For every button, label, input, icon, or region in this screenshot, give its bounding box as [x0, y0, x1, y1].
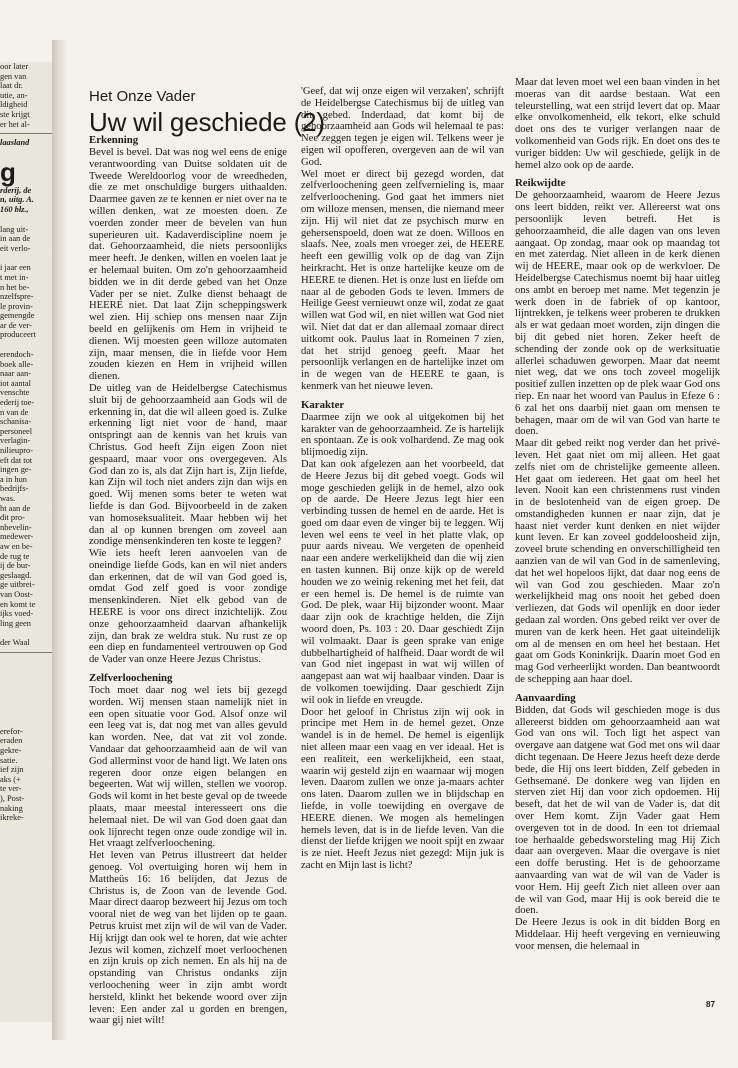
facing-text-line: ldigheid — [0, 100, 28, 110]
section-heading: Erkenning — [89, 134, 139, 146]
facing-text-line: bedrijfs- — [0, 484, 29, 494]
facing-text-line: venschte — [0, 388, 30, 398]
article-title: Uw wil geschiede (2) — [89, 107, 325, 137]
facing-text-line: satie. — [0, 755, 18, 765]
facing-text-line: nilieupro- — [0, 446, 34, 455]
facing-text-line: ingen ge- — [0, 465, 32, 475]
facing-text-line: n het be- — [0, 282, 30, 292]
article-column-1 — [89, 134, 287, 1027]
facing-text-block — [0, 62, 52, 129]
facing-book-info — [0, 186, 52, 215]
facing-text-line: a in hun — [0, 474, 27, 484]
facing-text-line: ij de bur- — [0, 561, 31, 571]
facing-text-line: en komt te — [0, 599, 36, 609]
facing-text-line: eit verlo- — [0, 243, 31, 253]
article-column-3 — [515, 77, 720, 953]
facing-text-line: n, uitg. A. — [0, 195, 34, 205]
article-column-2 — [301, 86, 504, 872]
facing-text-line: naar aan- — [0, 369, 31, 379]
page-gutter — [52, 40, 68, 1040]
facing-text-line: iot aantal — [0, 378, 31, 388]
facing-text-line: aks (+ — [0, 774, 21, 784]
paragraph: Door het geloof in Christus zijn wij ook in principe met Hem in de hemel gezet. Onze wandel is in de hemel. De hemel is eigenlijk niet alleen maar een vaag en ver ideaal. Het is een realiteit, een werkelijkheid, een staat, waarin wij gesteld zijn en waarnaar wij mogen leven. Daarom zullen we onze ja-maars achter ons laten. Daarom zullen we in blijdschap en liefde, in volle toewijding en overgave de HEERE dienen. We mogen als hemelingen hemels leven, dat is in de liefde leven. Van die dienst der liefde krijgen we nooit spijt en zwaar is ze niet. Heeft Jezus niet gezegd: Mijn juk is zacht en Mijn last is licht? — [301, 706, 504, 871]
facing-text-line: was. — [0, 493, 16, 503]
facing-text-line: geslaagd. — [0, 570, 32, 580]
facing-text-line: nzelfspre- — [0, 292, 34, 302]
facing-text-line: eft dat tot — [0, 455, 33, 465]
facing-text-line: ht aan de — [0, 503, 31, 513]
paragraph: Het leven van Petrus illustreert dat helder genoeg. Vol overtuiging horen wij hem in Mattheüs 16: 16 belijden, dat Jezus de Christus is, de Zoon van de levende God. Maar direct daarop bezweert hij Jezus om toch vooral niet de weg van het lijden op te gaan. Petrus kruist met zijn wil de wil van de Vader. Hij krijgt dan ook wel te horen, dat wie achter Jezus wil komen, zichzelf moet verloochenen en zijn kruis op zich nemen. En als hij na de opstanding van Christus ondanks zijn verloochening weer in zijn ambt wordt hersteld, klinkt het bekende woord over zijn leven: Een ander zal u gorden en brengen, waar gij niet wilt! — [89, 850, 287, 1027]
facing-text-line: in aan de — [0, 234, 31, 244]
paragraph: 'Geef, dat wij onze eigen wil verzaken', schrijft de Heidelbergse Catechismus bij de uitleg van dit gebed. Inderdaad, dat komt bij de gehoorzaamheid aan Gods wil helemaal te pas: Nee zeggen tegen je eigen wil. Telkens weer je eigen wil opofferen, overgeven aan de wil van God. — [301, 86, 504, 168]
facing-text-line: erendoch- — [0, 350, 34, 360]
facing-text-line: dit pro- — [0, 513, 25, 523]
paragraph: Maar dat leven moet wel een baan vinden in het moeras van dit aardse bestaan. Wat een teleurstelling, wat een strijd levert dat op. Maar elke onvolkomenheid, elk tekort, elke schuld doet ons des te vuriger verlangen naar de volkomenheid van Gods rijk. En doet ons des te vuriger bidden: Uw wil geschiede, gelijk in de hemel alzo ook op de aarde. — [515, 77, 720, 171]
facing-text-line: laat dr. — [0, 81, 23, 91]
facing-text-line: erefor- — [0, 726, 23, 736]
facing-large-glyph: g — [0, 156, 16, 187]
facing-text-line: te ver- — [0, 784, 22, 794]
divider — [0, 133, 52, 134]
facing-text-line: verlagin- — [0, 436, 31, 446]
facing-text-line: produceert — [0, 330, 36, 340]
paragraph: Dat kan ook afgelezen aan het voorbeeld, dat de Heere Jezus bij dit gebed voegt. Gods wil moge geschieden gelijk in de hemel, alzo ook op de aarde. De Heere Jezus legt hier een verbinding tussen de hemel en de aarde. Het is goed om daar even de vinger bij te leggen. Wij leven wel eens te veel in het platte vlak, op puur aards niveau. We vergeten de openheid naar een andere werkelijkheid dan die wij zien en tasten kunnen. Bij onze kijk op de wereld houden we zo weinig rekening met het feit, dat er een hemel is. De hemel is de ruimte van God. De plek, waar Hij bijzonder woont. Maar daar zijn ook de krachtige helden, die Zijn woord doen, Ps. 103 : 20. Daar geschiedt Zijn wil volmaakt. Daar is geen sprake van enige dubbelhartigheid of halfheid. Daar wordt de wil van God niet ingepast in wat wij willen of aangepast aan wat wij haalbaar vinden. Daar is de volkomen toewijding. Daar geschiedt Zijn wil ook in liefde en vreugde. — [301, 458, 504, 706]
section-heading: Aanvaarding — [515, 691, 576, 704]
facing-text-line: ge uitbrei- — [0, 580, 35, 590]
facing-text-line: personeel — [0, 426, 33, 436]
facing-caption: laasland — [0, 138, 30, 148]
facing-text-line: t met in- — [0, 272, 29, 282]
paragraph: Wel moet er direct bij gezegd worden, dat zelfverloochening geen zelfvernieling is, maar zelfverloochening. God gaat het immers niet om willoze mensen, mensen, die niemand meer zijn. Hij wil niet dat ze psychisch murw en gehersenspoeld, doen wat ze doen. Willoos en slaafs. Nee, zoals men vroeger zei, de HEERE heeft een gewillig volk op de dag van Zijn heirkracht. Het is onze hartelijke keuze om de HEERE te dienen. Het is onze lust en liefde om naar al de geboden Gods te leven. Immers de Heilige Geest vernieuwt onze wil, zodat ze gaat willen wat God wil, en niet willen wat God niet wil. Niet dat dat er dan allemaal zomaar direct uitkomt ook. Paulus laat in Romeinen 7 zien, dat het strijd genoeg geeft. Maar het persoonlijk verlangen en de hartelijke inzet om in de wegen van de HEERE te gaan, is kenmerk van het nieuwe leven. — [301, 168, 504, 392]
facing-text-line: le provin- — [0, 301, 33, 311]
paragraph: Bevel is bevel. Dat was nog wel eens de enige verantwoording van Duitse soldaten uit de Tweede Wereldoorlog voor de wreedheden, die ze met onschuldige burgers uithaalden. Daarmee gaven ze te kennen er niet over na te willen denken, wat ze moesten doen. Ze voerden zonder meer de bevelen van hun superieuren uit. Kadaverdiscipline noem je dat. Gehoorzaamheid, die niets persoonlijks meer heeft. Je denken, willen en voelen laat je er helemaal buiten. Om zo'n gehoorzaamheid bidden we in dit derde gebed van het Onze Vader per se niet. Zulke dienst behaagt de HEERE niet. Dat laat Zijn scheppingswerk wel zien. Hij schiep ons mensen naar Zijn beeld en gelijkenis om Hem in vrijheid te dienen. Wij moesten geen willoze automaten zijn, maar mensen, die in liefde voor Hem zouden kiezen en Hem in vrijheid willen dienen. — [89, 147, 287, 383]
facing-text-line: n van de — [0, 407, 29, 417]
facing-text-line: aw en be- — [0, 541, 33, 551]
paragraph: De uitleg van de Heidelbergse Catechismus sluit bij de gehoorzaamheid aan Gods wil de erkenning in, dat die wil alleen goed is. Zulke erkenning ligt niet voor de hand, maar ontspringt aan de kennis van het kruis van Christus. God heeft Zijn eigen Zoon niet gespaard, maar voor ons overgegeven. Als God dan zo is, als dat Zijn hart is, Zijn liefde, kan Zijn wil toch niet anders zijn dan wijs en goed. Wij menen soms beter te weten wat liefde is dan God. Bijvoorbeeld in de zaken van homoseksualiteit. Maar hebben wij het dan al op kunnen brengen om zoveel aan zondige mensenkinderen ten koste te leggen? — [89, 382, 287, 548]
facing-text-line: utie, an- — [0, 90, 28, 100]
facing-text-line: lang uit- — [0, 224, 29, 234]
facing-text-line: naking — [0, 803, 23, 813]
facing-text-line: ling geen — [0, 618, 31, 628]
paragraph: Maar dit gebed reikt nog verder dan het privé-leven. Het gaat niet om mij alleen. Het gaat zelfs niet om de christelijke gemeente alleen. Het gaat om iedereen. Het gaat om heel het leven. Nooit kan een christenmens rust vinden in de beslotenheid van de eigen groep. De omstandigheden kunnen er naar zijn, dat je haast niet verder kunt denken en niet wijder kunt leven. Er kan zoveel goddeloosheid zijn, zoveel brute schending en onverschilligheid ten aanzien van de wil van God in de samenleving, dat het wel hopeloos lijkt, dat daar nog eens de wil van God zou geschieden. Maar zo'n werkelijkheid mag ons nooit het gebed doen verliezen, dat Gods wil openlijk en door ieder gedaan zal worden. Ons gebed reikt ver over de muren van de kerk heen. Het gaat uiteindelijk om al de mensen en om heel het bestaan. Het gaat om Gods Koninkrijk. Daarin moet God en mag God verheerlijkt worden. Dan beantwoordt de schepping aan haar doel. — [515, 438, 720, 686]
facing-text-line: gekre- — [0, 746, 22, 756]
paragraph: De Heere Jezus is ook in dit bidden Borg en Middelaar. Hij heeft vergeving en vernieuwing voor mensen, die helemaal in — [515, 917, 720, 952]
facing-text-line: ikreke- — [0, 813, 24, 823]
facing-text-line: oor later — [0, 62, 29, 71]
paragraph: Bidden, dat Gods wil geschieden moge is dus allereerst bidden om gehoorzaamheid aan wat God van ons wil. Toch ligt het aspect van overgave aan datgene wat God met ons wil daar dicht tegenaan. De Heere Jezus heeft deze derde bede, die Hij ons leert bidden, Zelf gebeden in Gethsemané. De donkere weg van lijden en sterven ziet Hij dan voor zich opdoemen. Hij beseft, dat het de wil van de Vader is, dat dit over Hem komt. Zijn Vader gaat Hem overgeven tot in de dood. In een tot driemaal toe herhaalde gebedsworsteling mag Hij Zich daar aan overgeven. Maar die overgave is niet een doffe berusting. Het is de gehoorzame aanvaarding van wat de wil van de Vader is voor Hem. Hij geeft Zich niet alleen over aan de wil van God, maar Hij is ook bereid die te doen. — [515, 704, 720, 917]
facing-text-line: nbevelin- — [0, 522, 32, 532]
facing-text-line: ar de ver- — [0, 320, 32, 330]
facing-caption: der Waal — [0, 638, 30, 648]
facing-text-line: de rug te — [0, 551, 30, 561]
facing-text-line: gen van — [0, 71, 27, 81]
facing-text-line: 160 blz., — [0, 204, 29, 214]
facing-text-block — [0, 727, 52, 823]
facing-text-line: boek alle- — [0, 359, 34, 369]
facing-page-strip — [0, 62, 52, 1022]
facing-text-block — [0, 350, 52, 628]
facing-text-line: medewer- — [0, 532, 34, 542]
divider — [0, 652, 52, 653]
facing-text-line: ijks voed- — [0, 609, 34, 619]
facing-text-line: eraden — [0, 736, 23, 746]
facing-text-block — [0, 263, 52, 340]
facing-text-line: schanisa- — [0, 417, 32, 427]
facing-text-line: rderij, de — [0, 185, 32, 195]
article-header — [89, 88, 325, 137]
paragraph: De gehoorzaamheid, waarom de Heere Jezus ons leert bidden, reikt ver. Allereerst wat ons persoonlijk leven betreft. Het is gehoorzaamheid, die alle dagen van ons leven aangaat. Op zondag, maar ook op maandag tot en met zaterdag. Niet alleen in de kerk dienen wij de HEERE, maar ook op de werkvloer. De Heidelbergse Catechismus noemt bij haar uitleg ons ambt en beroep met name. Met tegenzin je werk doen in de fabriek of op kantoor, lijntrekken, je telkens weer proberen te drukken als er wat gedaan moet worden, zijn dingen die bij dit gebed niet horen. Zeker heeft de schending der zonde ook op de werksituatie allerlei schaduwen geworpen. Maar dat neemt niet weg, dat we ons toch zoveel mogelijk positief zullen inzetten op de plek waar God ons riep. En naar het woord van Paulus in Efeze 6 : 6 zal het ons daarbij niet gaan om mensen te behagen, maar om de wil van God van harte te doen. — [515, 190, 720, 438]
facing-text-line: ste krijgt — [0, 109, 30, 119]
facing-text-line: van Oost- — [0, 589, 33, 599]
section-heading: Reikwijdte — [515, 177, 566, 190]
section-heading: Zelfverloochening — [89, 672, 173, 685]
facing-text-line: er het al- — [0, 119, 30, 129]
facing-text-line: ief zijn — [0, 765, 24, 775]
paragraph: Daarmee zijn we ook al uitgekomen bij het karakter van de gehoorzaamheid. Ze is hartelijk en spontaan. Ze is ook volhardend. Ze mag ook blijmoedig zijn. — [301, 411, 504, 459]
page-number: 87 — [706, 1000, 715, 1009]
section-heading: Karakter — [301, 398, 345, 411]
paragraph: Toch moet daar nog wel iets bij gezegd worden. Wij mensen staan namelijk niet in een open situatie voor God. Alsof onze wil een leeg vat is, dat nog met van alles gevuld kan worden. Nee, dat vat zit vol zonde. Vandaar dat gehoorzaamheid aan de wil van God allerminst voor de hand ligt. We laten ons regeren door onze eigen belangen en begeerten. Wat wij willen, stellen we voorop. Gods wil komt in het beste geval op de tweede plaats, maar meestal interesseert ons die helemaal niet. De wil van God doen gaat dan ook lijnrecht tegen onze oude zondige wil in. Het vraagt zelfverloochening. — [89, 685, 287, 850]
paragraph: Wie iets heeft leren aanvoelen van de oneindige liefde Gods, kan en wil niet anders dan erkennen, dat de wil van God goed is, omdat God zelf goed is voor zondige mensenkinderen. Niet elk gebod van de HEERE is voor ons direct inzichtelijk. Zou onze gehoorzaamheid daarvan afhankelijk zijn, dan brak ze weldra stuk. Nu rust ze op een diep en fundamenteel vertrouwen op God de Vader van onze Heere Jezus Christus. — [89, 548, 287, 666]
facing-text-line: ), Post- — [0, 794, 25, 804]
facing-text-line: i jaar een — [0, 263, 31, 273]
facing-text-line: ederij toe- — [0, 398, 35, 408]
series-kicker: Het Onze Vader — [89, 88, 196, 105]
facing-text-block — [0, 225, 52, 254]
facing-text-line: gemengde — [0, 311, 35, 321]
